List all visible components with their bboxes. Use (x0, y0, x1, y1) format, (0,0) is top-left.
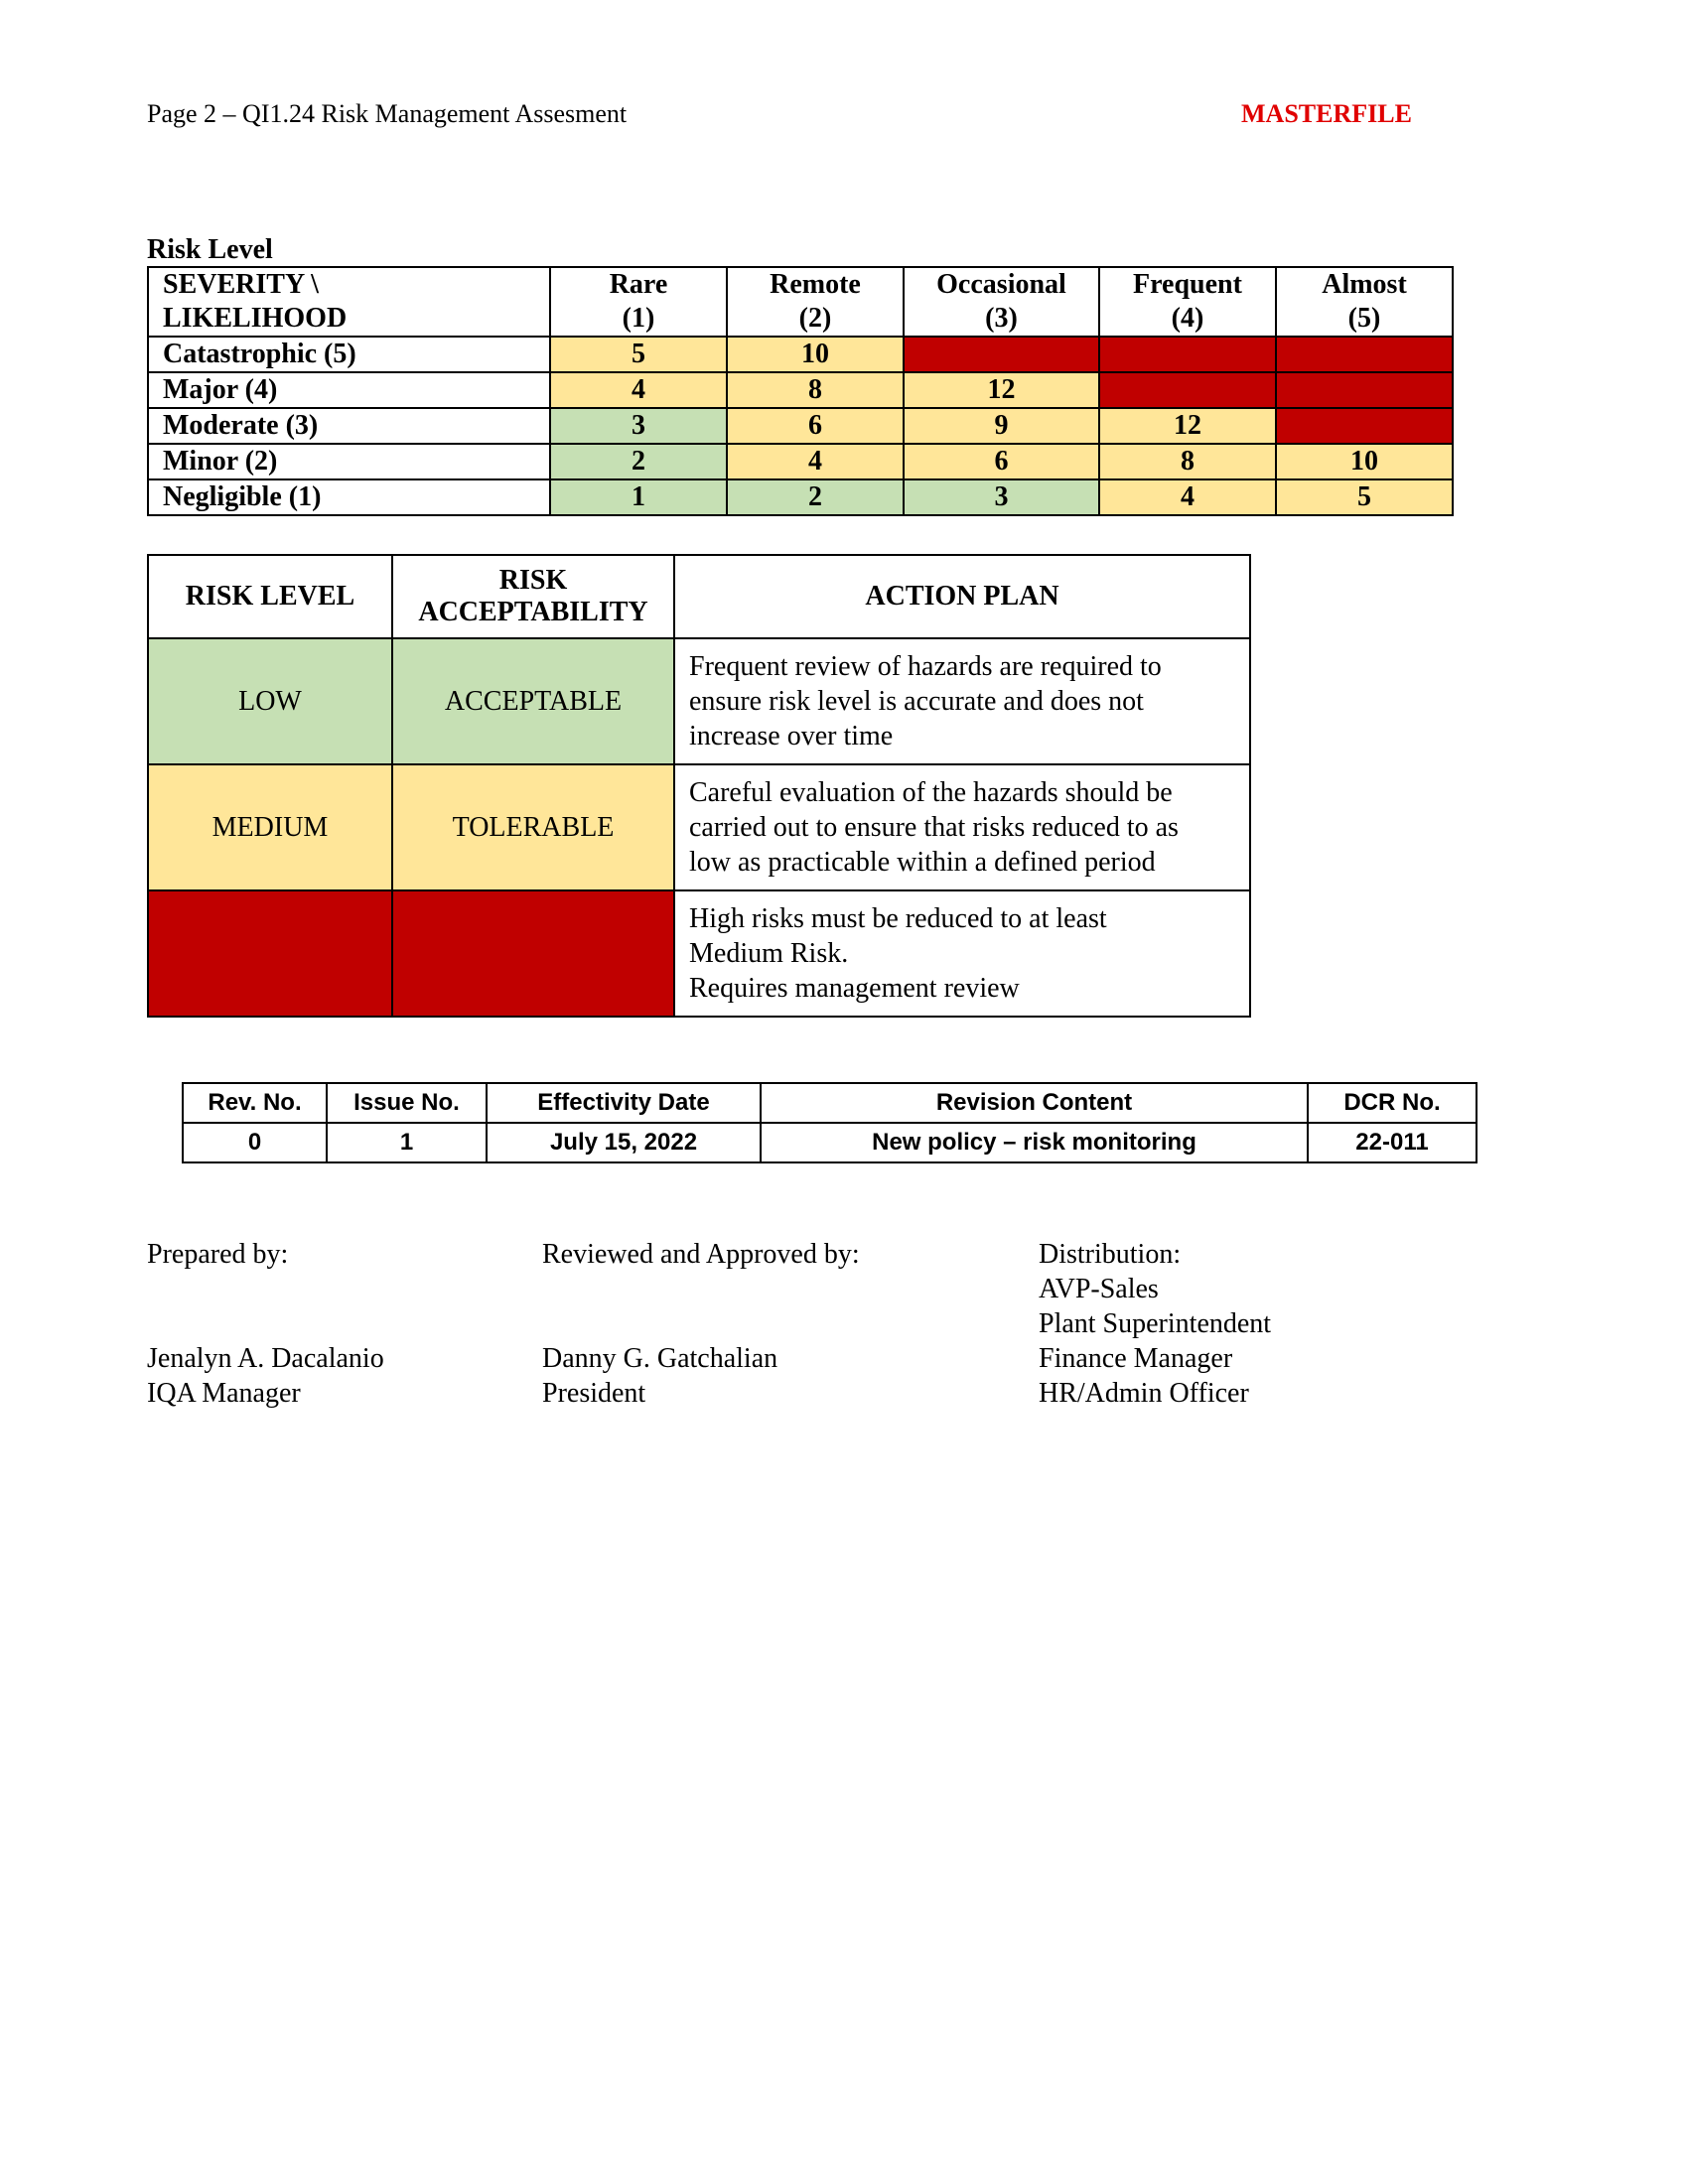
reviewed-by-label: Reviewed and Approved by: (542, 1239, 860, 1270)
prepared-by-title: IQA Manager (147, 1378, 301, 1409)
col-header-rare: Rare (1) (550, 267, 727, 337)
matrix-cell: 10 (1276, 444, 1453, 479)
col-header-almost: Almost (5) (1276, 267, 1453, 337)
corner-likelihood: LIKELIHOOD (163, 303, 348, 334)
matrix-row-catastrophic (148, 337, 1453, 372)
risk-level-title: Risk Level (147, 234, 273, 265)
acceptability-header-row (148, 555, 1250, 638)
matrix-row-negligible (148, 479, 1453, 515)
matrix-cell: 6 (904, 444, 1099, 479)
matrix-cell: 5 (550, 337, 727, 372)
matrix-cell: 15 (1276, 408, 1453, 444)
dcr-no-value: 22-011 (1308, 1123, 1477, 1162)
matrix-header-row (148, 267, 1453, 337)
header-risk-level: RISK LEVEL (148, 555, 392, 638)
distribution-item: Finance Manager (1039, 1343, 1233, 1374)
matrix-cell: 25 (1276, 337, 1453, 372)
distribution-label: Distribution: (1039, 1239, 1182, 1270)
prepared-by-name: Jenalyn A. Dacalanio (147, 1343, 384, 1374)
matrix-cell: 4 (1099, 479, 1276, 515)
reviewed-by-title: President (542, 1378, 646, 1409)
risk-level-medium: MEDIUM (148, 764, 392, 890)
matrix-cell: 12 (904, 372, 1099, 408)
risk-level-low: LOW (148, 638, 392, 764)
revision-content-value: New policy – risk monitoring (761, 1123, 1308, 1162)
acceptability-tolerable: TOLERABLE (392, 764, 674, 890)
row-label: Negligible (1) (148, 479, 550, 515)
revision-data-row (183, 1123, 1477, 1162)
risk-level-high: HIGH (148, 890, 392, 1017)
prepared-by-block (147, 1237, 384, 1411)
matrix-cell: 9 (904, 408, 1099, 444)
reviewed-by-name: Danny G. Gatchalian (542, 1343, 778, 1374)
action-plan-medium: Careful evaluation of the hazards should be carried out to ensure that risks reduced to as low as practicable within a defined period (674, 764, 1250, 890)
acceptability-row-low (148, 638, 1250, 764)
matrix-row-minor (148, 444, 1453, 479)
acceptability-row-medium (148, 764, 1250, 890)
col-header-occasional: Occasional (3) (904, 267, 1099, 337)
matrix-cell: 2 (550, 444, 727, 479)
risk-level-matrix (147, 266, 1454, 516)
page-header: Page 2 – QI1.24 Risk Management Assesment (147, 99, 628, 128)
revision-header-row (183, 1083, 1477, 1123)
matrix-cell: 4 (727, 444, 904, 479)
distribution-block (1039, 1237, 1271, 1411)
row-label: Major (4) (148, 372, 550, 408)
matrix-cell: 20 (1276, 372, 1453, 408)
matrix-cell: 5 (1276, 479, 1453, 515)
col-header-frequent: Frequent (4) (1099, 267, 1276, 337)
matrix-row-major (148, 372, 1453, 408)
matrix-cell: 3 (550, 408, 727, 444)
matrix-cell: 15 (904, 337, 1099, 372)
masterfile-label: MASTERFILE (1241, 99, 1412, 128)
corner-severity: SEVERITY \ (163, 269, 319, 300)
row-label: Catastrophic (5) (148, 337, 550, 372)
issue-no-value: 1 (327, 1123, 487, 1162)
matrix-cell: 1 (550, 479, 727, 515)
acceptability-row-high (148, 890, 1250, 1017)
acceptability-acceptable: ACCEPTABLE (392, 638, 674, 764)
prepared-by-label: Prepared by: (147, 1239, 289, 1270)
distribution-item: HR/Admin Officer (1039, 1378, 1249, 1409)
col-header-remote: Remote (2) (727, 267, 904, 337)
matrix-cell: 16 (1099, 372, 1276, 408)
matrix-corner-cell (148, 267, 550, 337)
header-rev-no: Rev. No. (183, 1083, 327, 1123)
acceptability-not-acceptable: NOT ACCEPTABLE (392, 890, 674, 1017)
header-action-plan: ACTION PLAN (674, 555, 1250, 638)
matrix-cell: 10 (727, 337, 904, 372)
action-plan-low: Frequent review of hazards are required to ensure risk level is accurate and does not increase over time (674, 638, 1250, 764)
matrix-cell: 8 (1099, 444, 1276, 479)
header-issue-no: Issue No. (327, 1083, 487, 1123)
effectivity-date-value: July 15, 2022 (487, 1123, 761, 1162)
matrix-cell: 20 (1099, 337, 1276, 372)
matrix-cell: 8 (727, 372, 904, 408)
row-label: Minor (2) (148, 444, 550, 479)
matrix-row-moderate (148, 408, 1453, 444)
distribution-item: AVP-Sales (1039, 1274, 1159, 1304)
rev-no-value: 0 (183, 1123, 327, 1162)
risk-acceptability-table (147, 554, 1251, 1018)
matrix-cell: 12 (1099, 408, 1276, 444)
reviewed-by-block (542, 1237, 860, 1411)
matrix-cell: 6 (727, 408, 904, 444)
revision-table (182, 1082, 1477, 1163)
header-risk-acceptability: RISK ACCEPTABILITY (392, 555, 674, 638)
header-dcr-no: DCR No. (1308, 1083, 1477, 1123)
matrix-cell: 2 (727, 479, 904, 515)
matrix-cell: 3 (904, 479, 1099, 515)
row-label: Moderate (3) (148, 408, 550, 444)
header-revision-content: Revision Content (761, 1083, 1308, 1123)
matrix-cell: 4 (550, 372, 727, 408)
distribution-item: Plant Superintendent (1039, 1308, 1272, 1339)
action-plan-high: High risks must be reduced to at least Medium Risk. Requires management review (674, 890, 1250, 1017)
header-effectivity-date: Effectivity Date (487, 1083, 761, 1123)
